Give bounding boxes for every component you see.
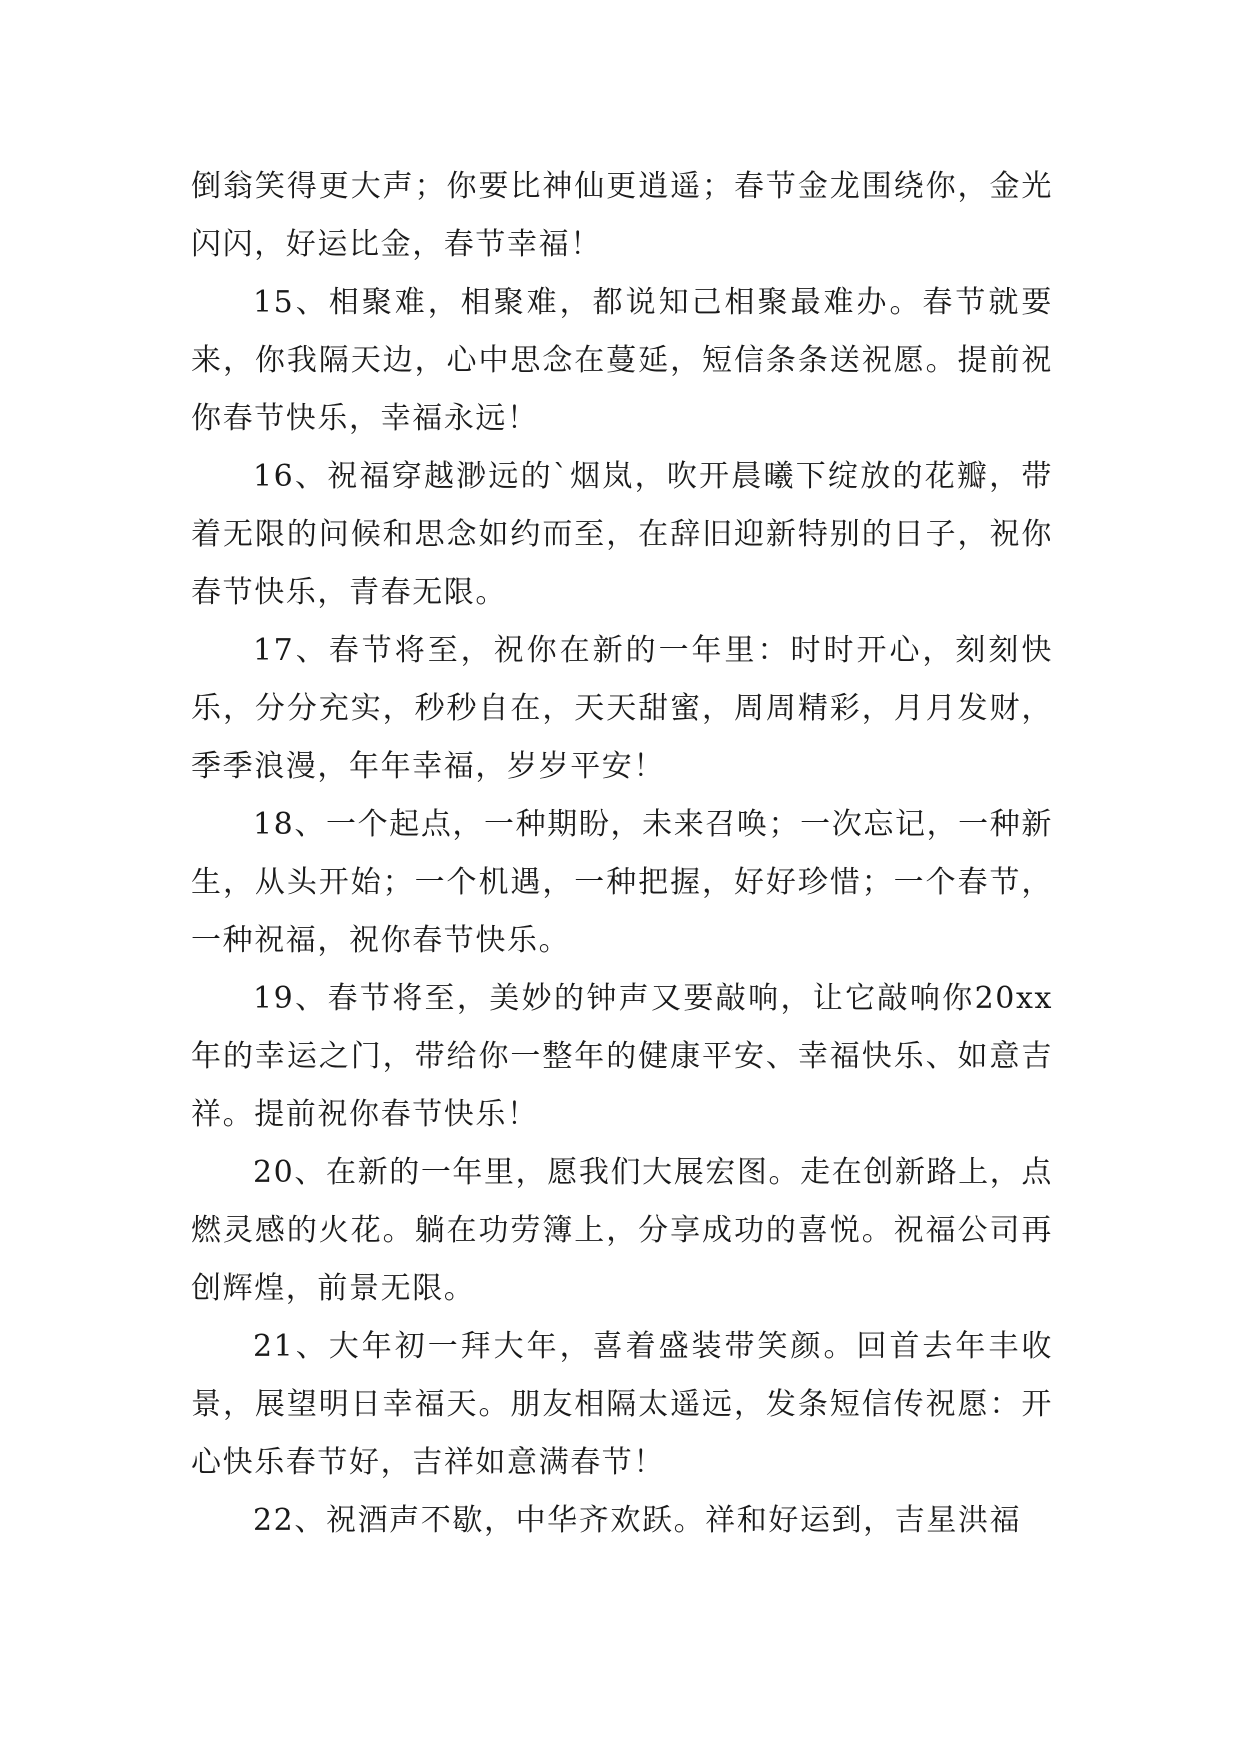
paragraph-22: 22、祝酒声不歇，中华齐欢跃。祥和好运到，吉星洪福 (253, 1503, 1022, 1538)
paragraph-21: 21、大年初一拜大年，喜着盛装带笑颜。回首去年丰收景，展望明日幸福天。朋友相隔太遥远，发条短信传祝愿：开心快乐春节好，吉祥如意满春节！ (191, 1329, 1053, 1480)
paragraph-continuation: 倒翁笑得更大声；你要比神仙更逍遥；春节金龙围绕你，金光闪闪，好运比金，春节幸福！ (191, 169, 1053, 262)
paragraph-19: 19、春节将至，美妙的钟声又要敲响，让它敲响你20xx年的幸运之门，带给你一整年的健康平安、幸福快乐、如意吉祥。提前祝你春节快乐！ (191, 981, 1053, 1132)
paragraph-17: 17、春节将至，祝你在新的一年里：时时开心，刻刻快乐，分分充实，秒秒自在，天天甜蜜，周周精彩，月月发财，季季浪漫，年年幸福，岁岁平安！ (191, 633, 1053, 784)
paragraph-15: 15、相聚难，相聚难，都说知己相聚最难办。春节就要来，你我隔天边，心中思念在蔓延，短信条条送祝愿。提前祝你春节快乐，幸福永远！ (191, 285, 1053, 436)
document-body (191, 158, 1053, 1550)
paragraph-20: 20、在新的一年里，愿我们大展宏图。走在创新路上，点燃灵感的火花。躺在功劳簿上，分享成功的喜悦。祝福公司再创辉煌，前景无限。 (191, 1155, 1053, 1306)
paragraph-18: 18、一个起点，一种期盼，未来召唤；一次忘记，一种新生，从头开始；一个机遇，一种把握，好好珍惜；一个春节，一种祝福，祝你春节快乐。 (191, 807, 1053, 958)
paragraph-16: 16、祝福穿越渺远的`烟岚，吹开晨曦下绽放的花瓣，带着无限的问候和思念如约而至，在辞旧迎新特别的日子，祝你春节快乐，青春无限。 (191, 459, 1053, 610)
